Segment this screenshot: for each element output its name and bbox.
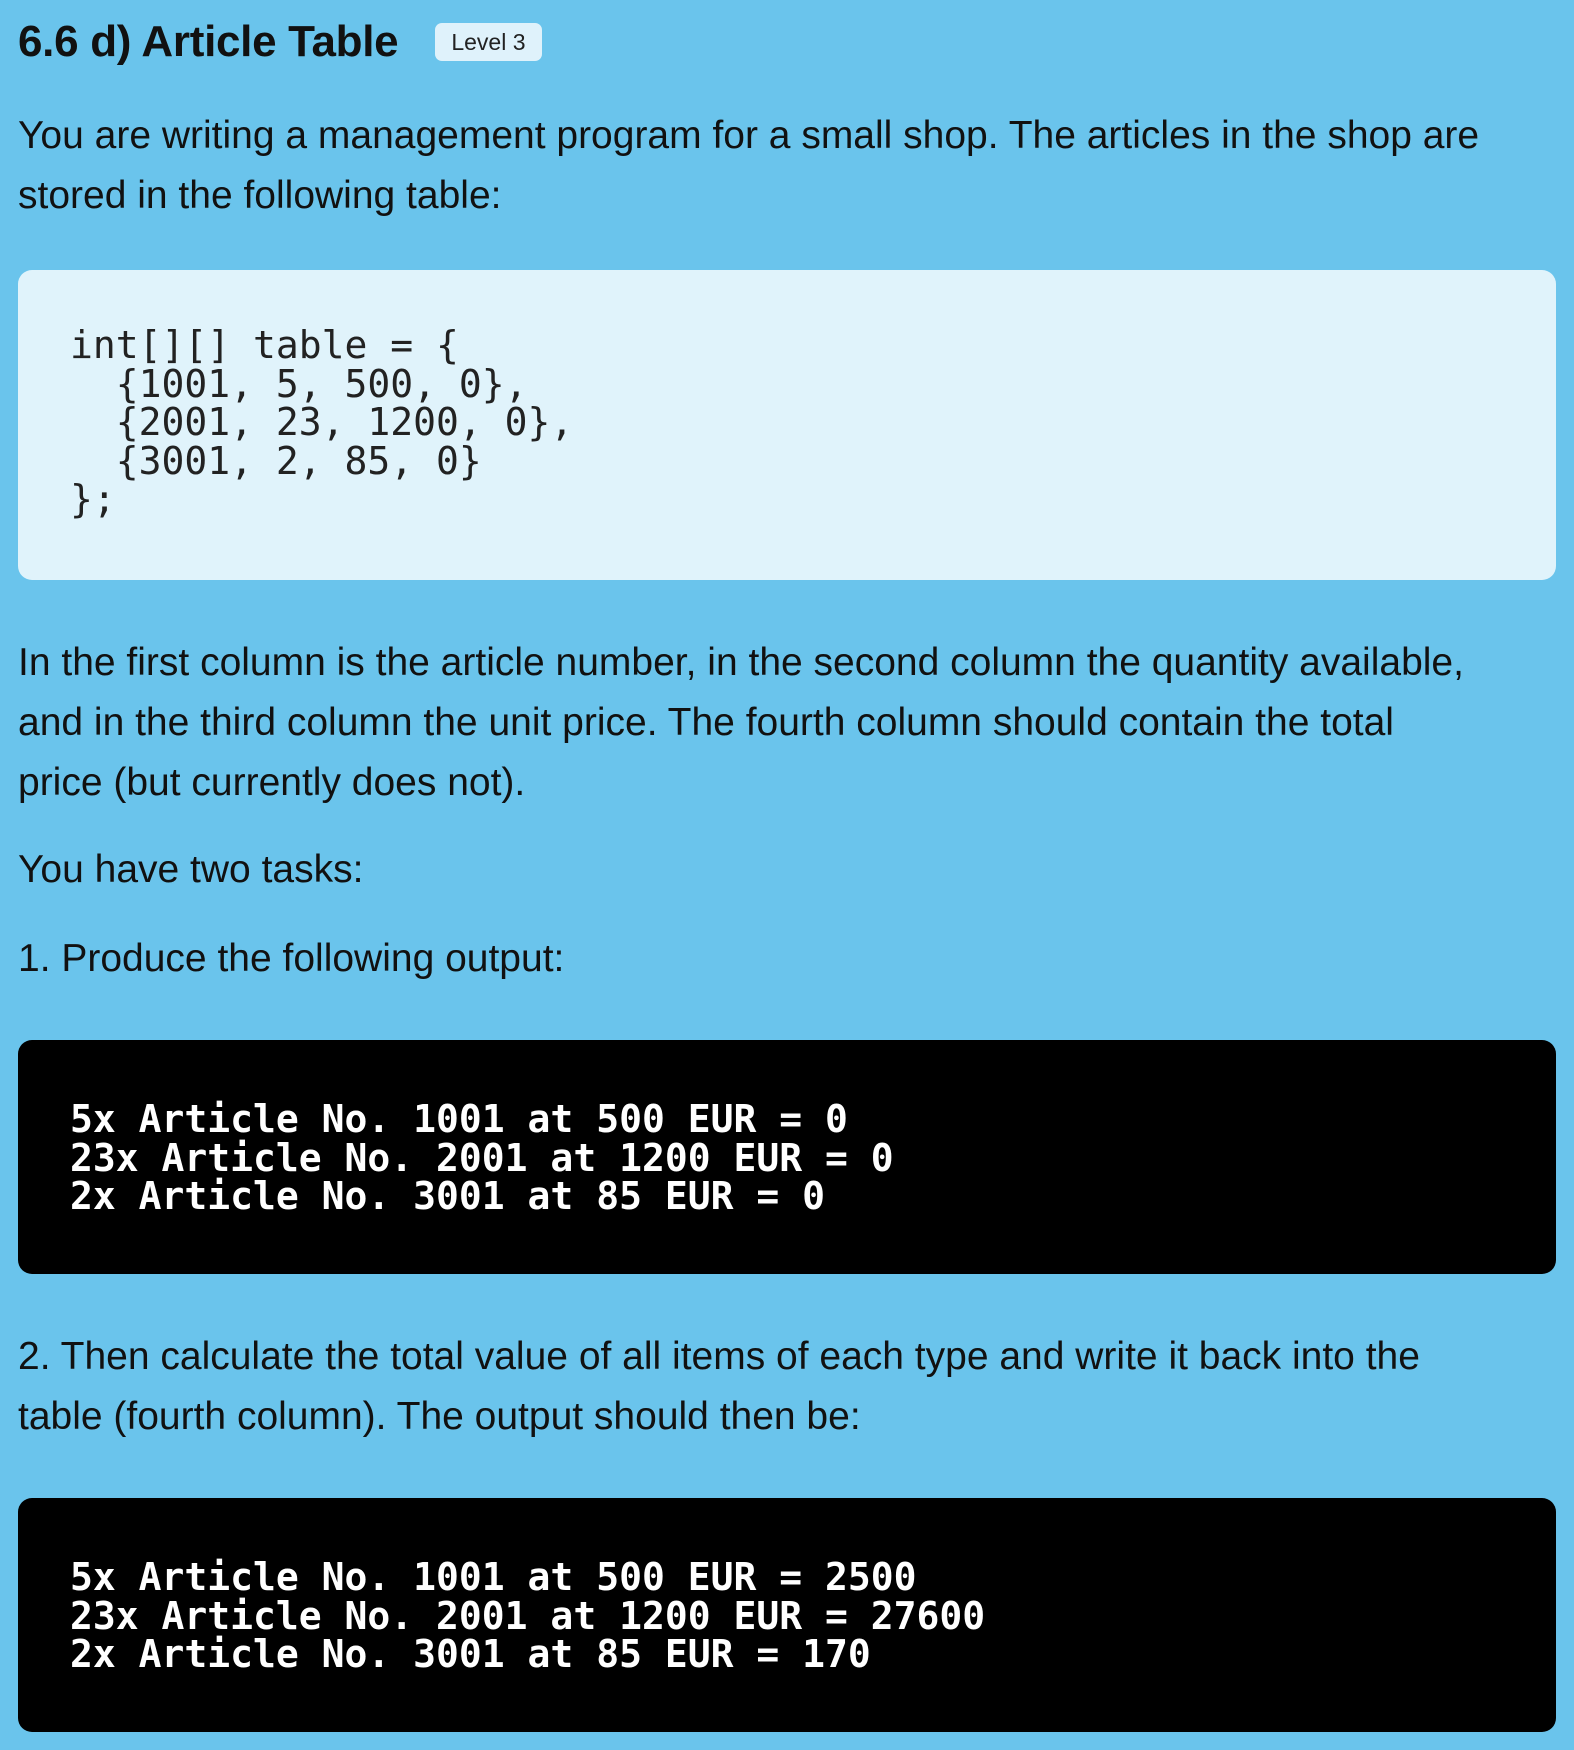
intro-line: You are writing a management program for a small shop. The articles in the shop are bbox=[18, 114, 1480, 157]
task-2-line: table (fourth column). The output should then be: bbox=[18, 1395, 861, 1438]
code-line: {2001, 23, 1200, 0}, bbox=[70, 400, 574, 444]
task-2-paragraph bbox=[18, 1327, 1556, 1447]
exercise-title: 6.6 d) Article Table bbox=[18, 17, 399, 66]
tasks-intro: You have two tasks: bbox=[18, 848, 364, 891]
output-1-console bbox=[18, 1040, 1556, 1274]
exercise-header bbox=[18, 16, 1556, 68]
code-line: {1001, 5, 500, 0}, bbox=[70, 361, 528, 406]
task-2-line: 2. Then calculate the total value of all items of each type and write it back into the bbox=[18, 1335, 1420, 1378]
table-code-block bbox=[18, 270, 1556, 580]
intro-paragraph bbox=[18, 106, 1556, 226]
tasks-intro-paragraph bbox=[18, 840, 1556, 900]
code-line: {3001, 2, 85, 0} bbox=[70, 438, 482, 483]
exercise-page bbox=[18, 0, 1556, 1676]
console-line: 5x Article No. 1001 at 500 EUR = 0 bbox=[70, 1097, 848, 1141]
task-1-paragraph bbox=[18, 929, 1556, 989]
console-line: 2x Article No. 3001 at 85 EUR = 170 bbox=[70, 1632, 871, 1676]
description-line: In the first column is the article number, in the second column the quantity available, bbox=[18, 641, 1464, 684]
task-1-text: 1. Produce the following output: bbox=[18, 937, 565, 980]
code-line: int[][] table = { bbox=[70, 323, 459, 367]
output-2-console bbox=[18, 1498, 1556, 1732]
console-line: 2x Article No. 3001 at 85 EUR = 0 bbox=[70, 1174, 825, 1218]
intro-line: stored in the following table: bbox=[18, 174, 502, 217]
code-line: }; bbox=[70, 477, 116, 521]
console-line: 23x Article No. 2001 at 1200 EUR = 0 bbox=[70, 1135, 894, 1180]
description-paragraph bbox=[18, 633, 1556, 813]
description-line: and in the third column the unit price. The fourth column should contain the total bbox=[18, 701, 1394, 744]
description-line: price (but currently does not). bbox=[18, 761, 526, 804]
console-line: 5x Article No. 1001 at 500 EUR = 2500 bbox=[70, 1555, 917, 1599]
console-line: 23x Article No. 2001 at 1200 EUR = 27600 bbox=[70, 1593, 986, 1638]
level-badge: Level 3 bbox=[435, 23, 541, 61]
